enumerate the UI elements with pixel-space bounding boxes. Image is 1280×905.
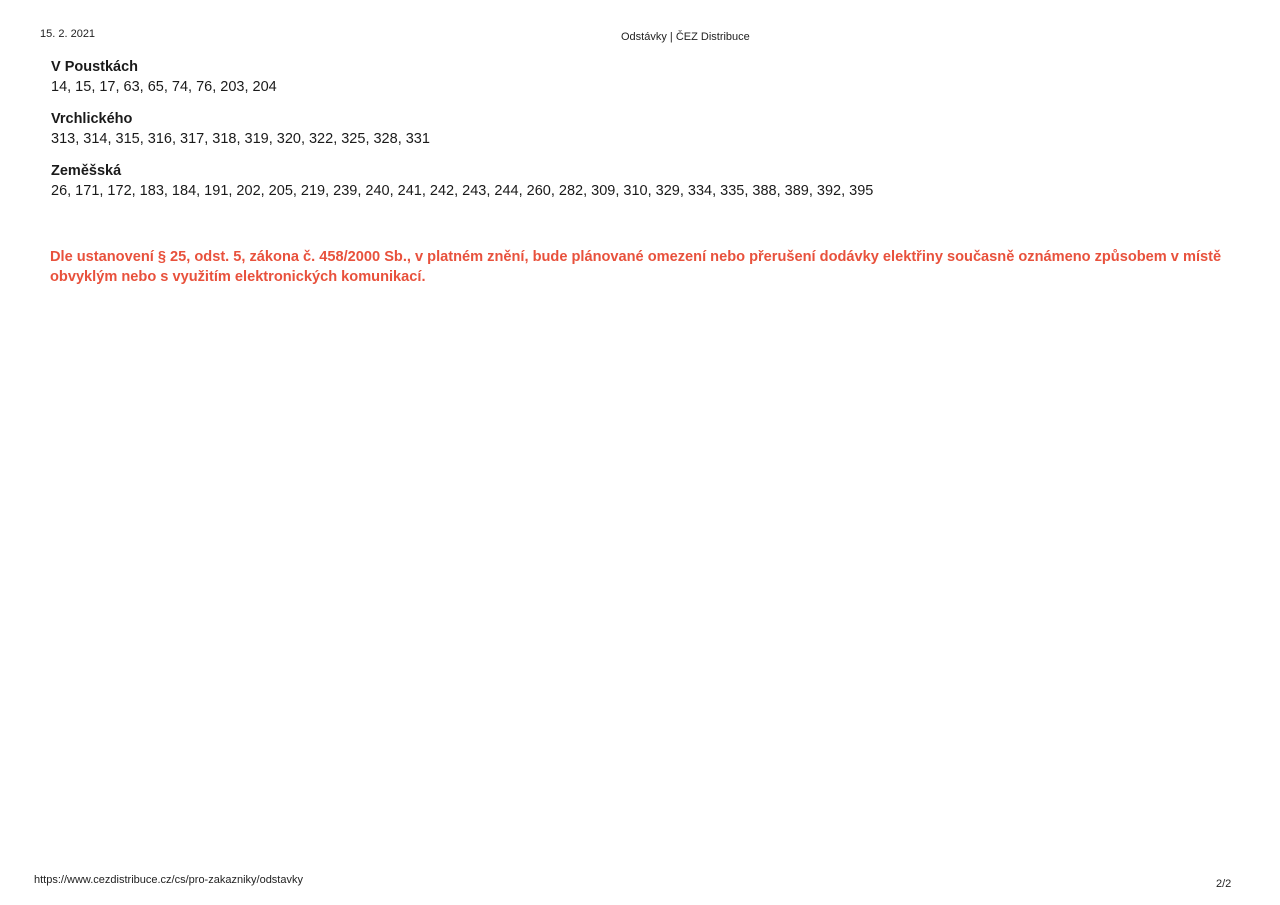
- legal-notice: Dle ustanovení § 25, odst. 5, zákona č. 458/2000 Sb., v platném znění, bude plánované omezení nebo přerušení dodávky elektřiny současně oznámeno způsobem v místě obvyklým nebo s využitím elektronických komunikací.: [50, 249, 1222, 285]
- street-list: [51, 57, 1231, 213]
- house-numbers: 313, 314, 315, 316, 317, 318, 319, 320, 322, 325, 328, 331: [51, 131, 430, 147]
- street-name: Zeměšská: [51, 163, 122, 179]
- page-number: 2/2: [1216, 878, 1232, 890]
- street-entry: [51, 161, 1231, 201]
- footer-url: https://www.cezdistribuce.cz/cs/pro-zakazniky/odstavky: [34, 874, 303, 886]
- house-numbers: 14, 15, 17, 63, 65, 74, 76, 203, 204: [51, 79, 277, 95]
- page-header-title: Odstávky | ČEZ Distribuce: [621, 31, 750, 43]
- street-entry: [51, 109, 1231, 149]
- print-date: 15. 2. 2021: [40, 28, 96, 40]
- street-name: V Poustkách: [51, 59, 139, 75]
- street-name: Vrchlického: [51, 111, 133, 127]
- street-entry: [51, 57, 1231, 97]
- house-numbers: 26, 171, 172, 183, 184, 191, 202, 205, 219, 239, 240, 241, 242, 243, 244, 260, 282, 309, 310, 329, 334, 335, 388, 389, 392, 395: [51, 183, 874, 199]
